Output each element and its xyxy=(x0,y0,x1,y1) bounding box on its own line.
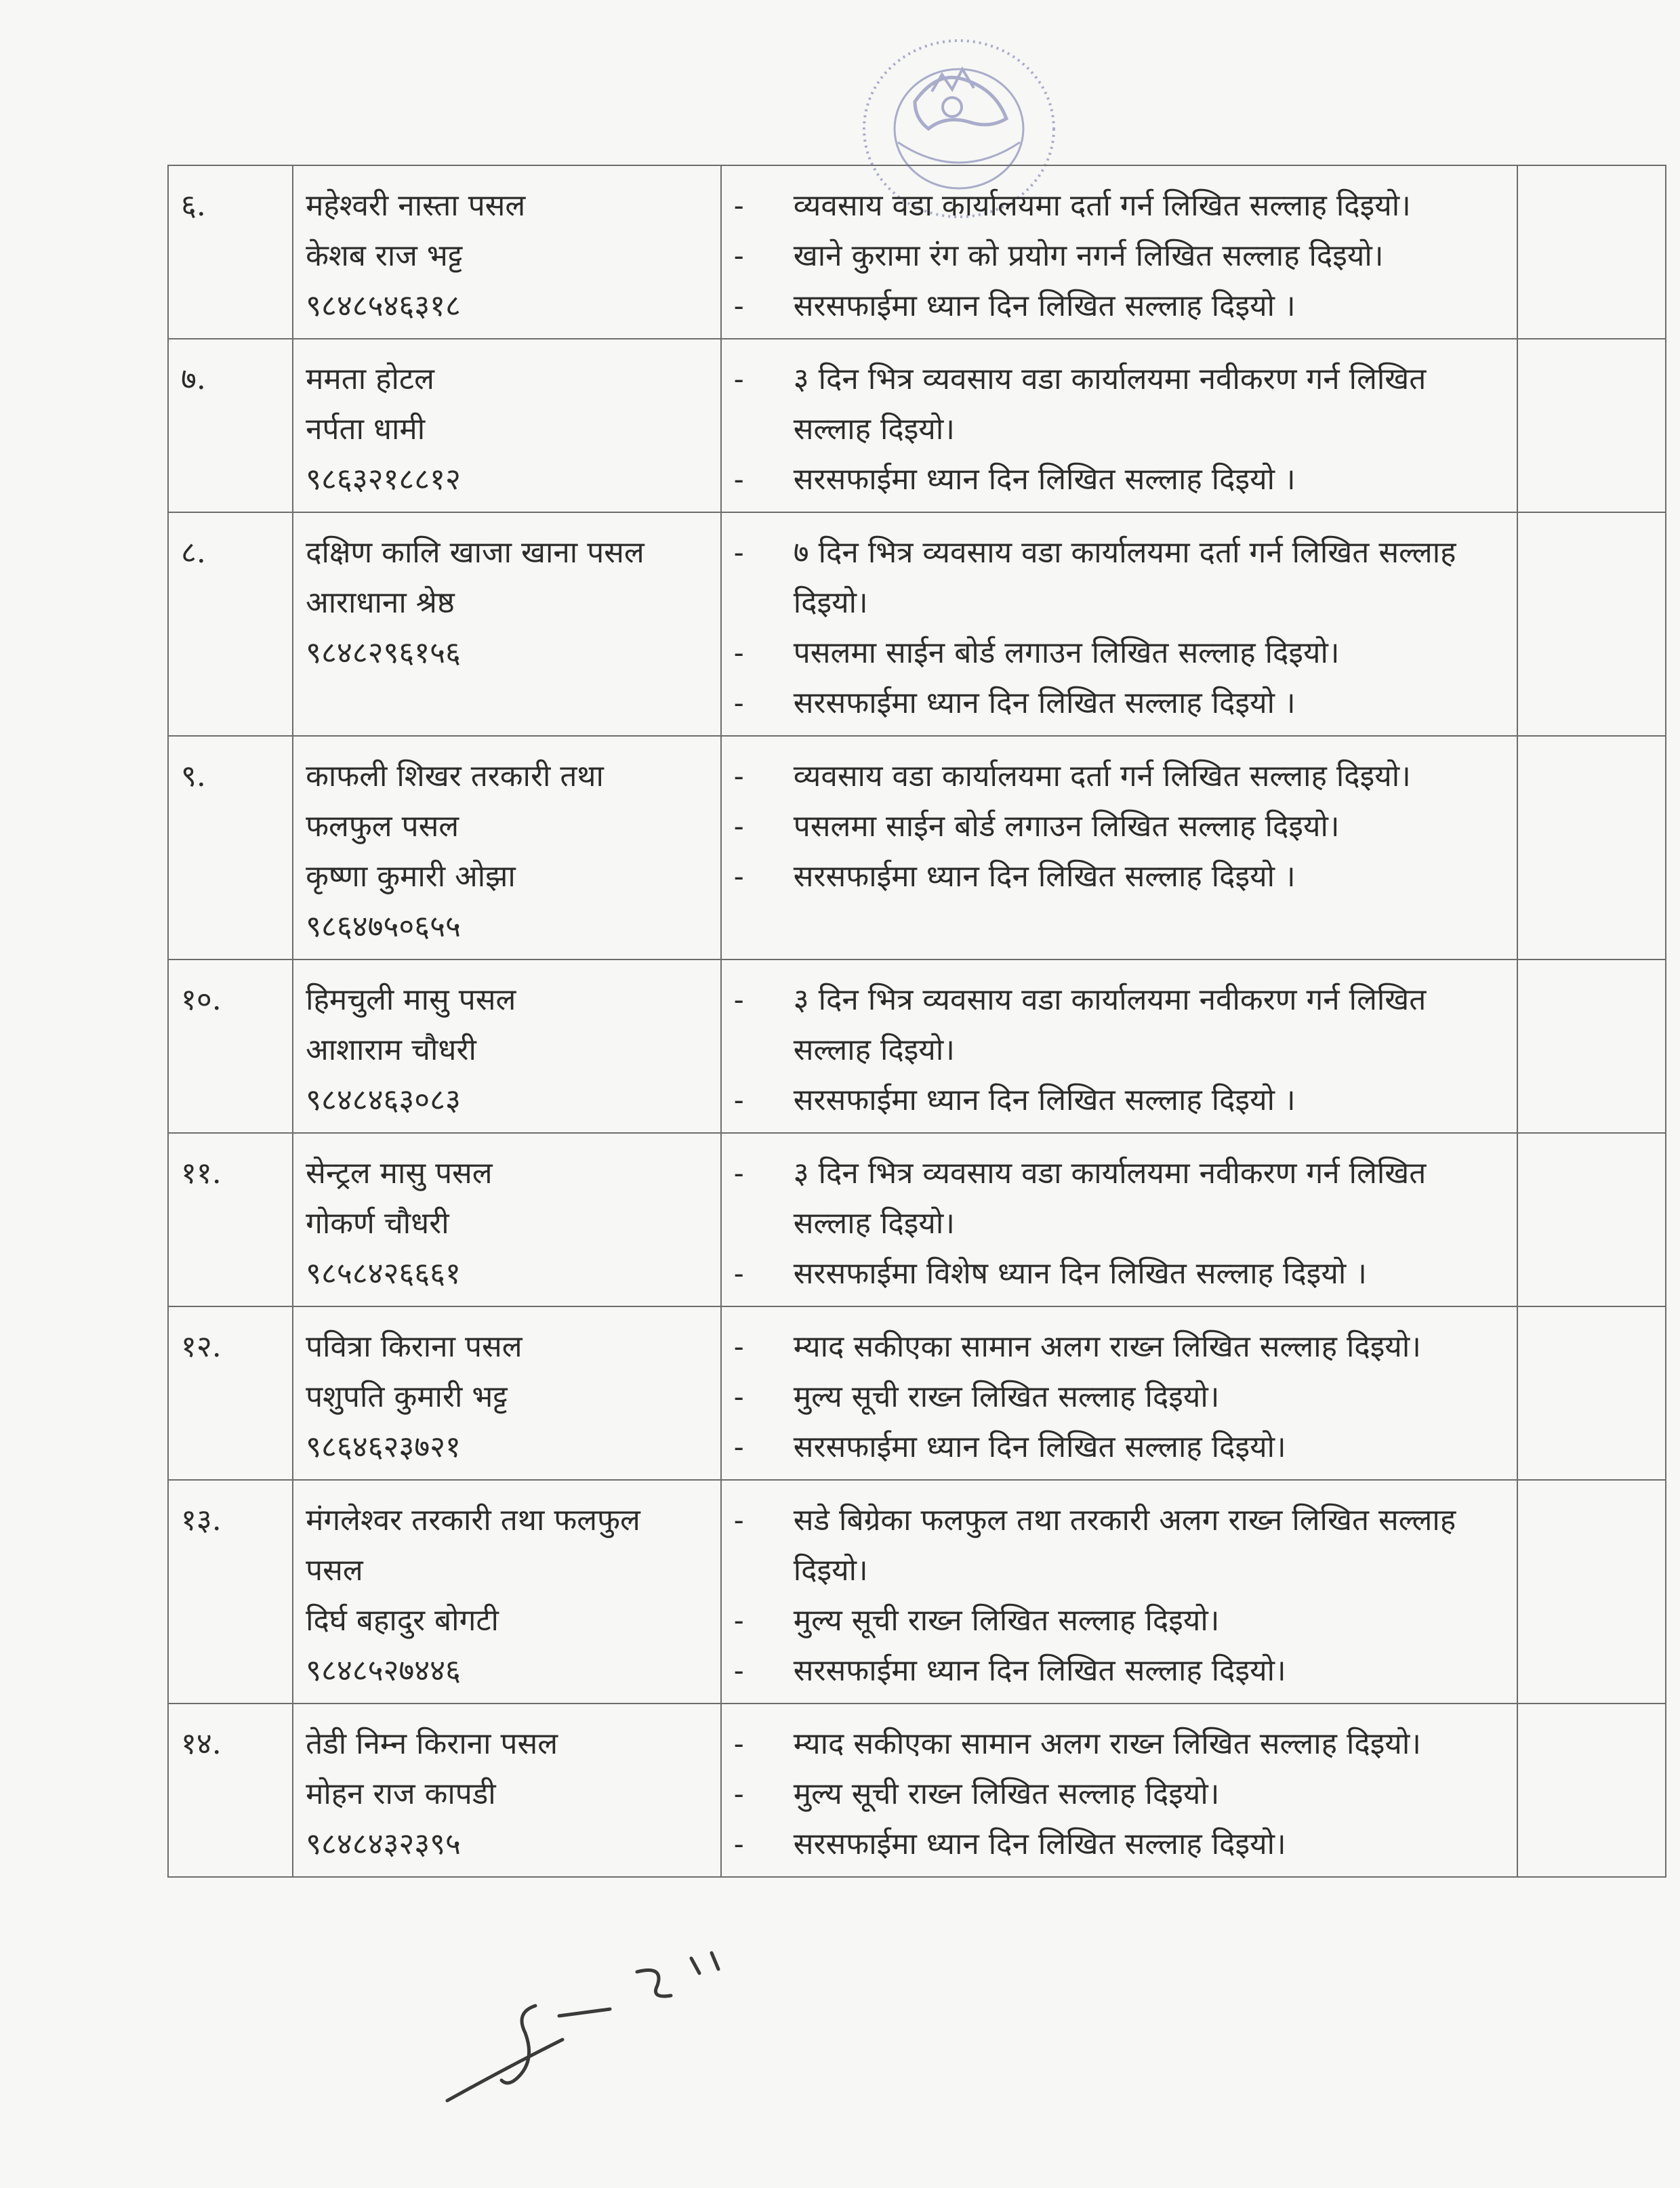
advice-list xyxy=(721,1306,1517,1480)
bullet-dash: - xyxy=(733,809,744,844)
bullet-dash: - xyxy=(733,1603,744,1638)
shop-detail-line: गोकर्ण चौधरी xyxy=(306,1206,449,1241)
advice-item xyxy=(734,528,1504,628)
bullet-dash: - xyxy=(733,1653,744,1688)
serial-number: ११. xyxy=(168,1133,293,1306)
table-row xyxy=(168,736,1666,959)
serial-number: १०. xyxy=(168,959,293,1133)
serial-number: १२. xyxy=(168,1306,293,1480)
advice-item xyxy=(734,751,1504,802)
table-row xyxy=(168,1480,1666,1704)
shop-detail-line: काफली शिखर तरकारी तथा xyxy=(306,759,604,793)
advice-list xyxy=(721,165,1517,339)
remarks-cell xyxy=(1517,1704,1666,1877)
advice-list xyxy=(721,736,1517,959)
bullet-dash: - xyxy=(733,362,744,396)
shop-detail-line: कृष्णा कुमारी ओझा xyxy=(306,859,516,894)
shop-detail-line: हिमचुली मासु पसल xyxy=(306,983,516,1017)
remarks-cell xyxy=(1517,165,1666,339)
shop-details xyxy=(293,512,721,736)
advice-text: व्यवसाय वडा कार्यालयमा दर्ता गर्न लिखित सल्लाह दिइयो। xyxy=(793,188,1411,223)
advice-text: सरसफाईमा ध्यान दिन लिखित सल्लाह दिइयो । xyxy=(793,859,1296,894)
advice-text: सरसफाईमा ध्यान दिन लिखित सल्लाह दिइयो । xyxy=(793,289,1296,323)
serial-number: ८. xyxy=(168,512,293,736)
advice-item xyxy=(734,678,1504,728)
serial-number: १३. xyxy=(168,1480,293,1704)
shop-details xyxy=(293,1133,721,1306)
advice-item xyxy=(734,1819,1504,1870)
advice-item xyxy=(734,1372,1504,1422)
table-row xyxy=(168,1133,1666,1306)
shop-details xyxy=(293,736,721,959)
advice-item xyxy=(734,455,1504,505)
shop-details xyxy=(293,1704,721,1877)
bullet-dash: - xyxy=(733,1329,744,1364)
shop-detail-line: तेडी निम्न किराना पसल xyxy=(306,1727,558,1761)
bullet-dash: - xyxy=(733,1256,744,1291)
advice-item xyxy=(734,628,1504,678)
advice-text: ७ दिन भित्र व्यवसाय वडा कार्यालयमा दर्ता गर्न लिखित सल्लाह दिइयो। xyxy=(793,535,1456,620)
shop-detail-line: पशुपति कुमारी भट्ट xyxy=(306,1380,508,1414)
shop-detail-line: पसल xyxy=(306,1553,363,1588)
advice-item xyxy=(734,181,1504,231)
advice-list xyxy=(721,512,1517,736)
shop-detail-line: केशब राज भट्ट xyxy=(306,239,463,273)
serial-number: ९. xyxy=(168,736,293,959)
advice-text: सडे बिग्रेका फलफुल तथा तरकारी अलग राख्न लिखित सल्लाह दिइयो। xyxy=(793,1503,1456,1588)
advice-text: म्याद सकीएका सामान अलग राख्न लिखित सल्लाह दिइयो। xyxy=(793,1727,1421,1761)
advice-list xyxy=(721,1133,1517,1306)
bullet-dash: - xyxy=(733,859,744,894)
table-row xyxy=(168,1704,1666,1877)
shop-detail-line: मंगलेश्वर तरकारी तथा फलफुल xyxy=(306,1503,640,1537)
shop-details xyxy=(293,339,721,512)
bullet-dash: - xyxy=(733,686,744,720)
remarks-cell xyxy=(1517,1133,1666,1306)
advice-text: पसलमा साईन बोर्ड लगाउन लिखित सल्लाह दिइयो। xyxy=(793,809,1340,844)
shop-detail-line: महेश्वरी नास्ता पसल xyxy=(306,188,526,223)
advice-item xyxy=(734,1149,1504,1249)
advice-text: खाने कुरामा रंग को प्रयोग नगर्न लिखित सल्लाह दिइयो। xyxy=(793,239,1384,273)
advice-text: मुल्य सूची राख्न लिखित सल्लाह दिइयो। xyxy=(793,1380,1220,1414)
bullet-dash: - xyxy=(733,535,744,570)
remarks-cell xyxy=(1517,339,1666,512)
advice-text: पसलमा साईन बोर्ड लगाउन लिखित सल्लाह दिइयो। xyxy=(793,636,1340,670)
bullet-dash: - xyxy=(733,188,744,223)
shop-detail-line: ९८६४६२३७२१ xyxy=(306,1430,461,1464)
advice-list xyxy=(721,1480,1517,1704)
serial-number: ६. xyxy=(168,165,293,339)
signature-icon xyxy=(434,1931,786,2107)
bullet-dash: - xyxy=(733,1430,744,1464)
advice-text: मुल्य सूची राख्न लिखित सल्लाह दिइयो। xyxy=(793,1603,1220,1638)
bullet-dash: - xyxy=(733,1380,744,1414)
advice-list xyxy=(721,959,1517,1133)
remarks-cell xyxy=(1517,1480,1666,1704)
shop-detail-line: ममता होटल xyxy=(306,362,434,396)
advice-list xyxy=(721,1704,1517,1877)
remarks-cell xyxy=(1517,1306,1666,1480)
advice-item xyxy=(734,1596,1504,1646)
shop-details xyxy=(293,1480,721,1704)
shop-detail-line: ९८६३२१८८१२ xyxy=(306,462,461,497)
advice-item xyxy=(734,1719,1504,1769)
bullet-dash: - xyxy=(733,1156,744,1191)
shop-detail-line: ९८४८४६३०८३ xyxy=(306,1083,461,1117)
bullet-dash: - xyxy=(733,1503,744,1537)
advice-item xyxy=(734,1075,1504,1126)
advice-item xyxy=(734,354,1504,455)
advice-text: सरसफाईमा ध्यान दिन लिखित सल्लाह दिइयो । xyxy=(793,1083,1296,1117)
advice-text: सरसफाईमा ध्यान दिन लिखित सल्लाह दिइयो । xyxy=(793,462,1296,497)
advice-item xyxy=(734,852,1504,902)
advice-text: सरसफाईमा ध्यान दिन लिखित सल्लाह दिइयो। xyxy=(793,1430,1286,1464)
advice-text: सरसफाईमा ध्यान दिन लिखित सल्लाह दिइयो । xyxy=(793,686,1296,720)
shop-detail-line: आशाराम चौधरी xyxy=(306,1033,476,1067)
shop-details xyxy=(293,165,721,339)
bullet-dash: - xyxy=(733,636,744,670)
remarks-cell xyxy=(1517,959,1666,1133)
bullet-dash: - xyxy=(733,1083,744,1117)
shop-detail-line: आराधाना श्रेष्ठ xyxy=(306,585,455,620)
bullet-dash: - xyxy=(733,239,744,273)
table-row xyxy=(168,339,1666,512)
shop-detail-line: सेन्ट्रल मासु पसल xyxy=(306,1156,493,1191)
bullet-dash: - xyxy=(733,462,744,497)
table-row xyxy=(168,512,1666,736)
advice-text: सरसफाईमा ध्यान दिन लिखित सल्लाह दिइयो। xyxy=(793,1653,1286,1688)
shop-detail-line: ९८५८४२६६६१ xyxy=(306,1256,461,1291)
advice-text: म्याद सकीएका सामान अलग राख्न लिखित सल्लाह दिइयो। xyxy=(793,1329,1421,1364)
shop-detail-line: नर्पता धामी xyxy=(306,412,426,447)
bullet-dash: - xyxy=(733,289,744,323)
shop-detail-line: ९८४८५४६३१८ xyxy=(306,289,461,323)
advice-item xyxy=(734,802,1504,852)
advice-item xyxy=(734,281,1504,331)
advice-item xyxy=(734,231,1504,281)
advice-text: सरसफाईमा ध्यान दिन लिखित सल्लाह दिइयो। xyxy=(793,1827,1286,1861)
inspection-table xyxy=(167,165,1666,1878)
advice-text: सरसफाईमा विशेष ध्यान दिन लिखित सल्लाह दिइयो । xyxy=(793,1256,1367,1291)
shop-detail-line: फलफुल पसल xyxy=(306,809,459,844)
shop-details xyxy=(293,1306,721,1480)
bullet-dash: - xyxy=(733,983,744,1017)
bullet-dash: - xyxy=(733,1727,744,1761)
advice-text: ३ दिन भित्र व्यवसाय वडा कार्यालयमा नवीकरण गर्न लिखित सल्लाह दिइयो। xyxy=(793,1156,1427,1241)
advice-text: ३ दिन भित्र व्यवसाय वडा कार्यालयमा नवीकरण गर्न लिखित सल्लाह दिइयो। xyxy=(793,983,1427,1067)
advice-item xyxy=(734,1249,1504,1299)
advice-text: ३ दिन भित्र व्यवसाय वडा कार्यालयमा नवीकरण गर्न लिखित सल्लाह दिइयो। xyxy=(793,362,1427,447)
shop-detail-line: मोहन राज कापडी xyxy=(306,1777,496,1811)
remarks-cell xyxy=(1517,736,1666,959)
advice-text: मुल्य सूची राख्न लिखित सल्लाह दिइयो। xyxy=(793,1777,1220,1811)
shop-detail-line: दक्षिण कालि खाजा खाना पसल xyxy=(306,535,644,570)
shop-detail-line: ९८४८४३२३९५ xyxy=(306,1827,461,1861)
shop-detail-line: पवित्रा किराना पसल xyxy=(306,1329,523,1364)
advice-item xyxy=(734,1495,1504,1596)
serial-number: ७. xyxy=(168,339,293,512)
advice-item xyxy=(734,1322,1504,1372)
advice-item xyxy=(734,1646,1504,1696)
table-row xyxy=(168,165,1666,339)
shop-details xyxy=(293,959,721,1133)
shop-detail-line: ९८४८२९६१५६ xyxy=(306,636,461,670)
bullet-dash: - xyxy=(733,1827,744,1861)
shop-detail-line: दिर्घ बहादुर बोगटी xyxy=(306,1603,499,1638)
table-row xyxy=(168,959,1666,1133)
shop-detail-line: ९८६४७५०६५५ xyxy=(306,909,461,944)
serial-number: १४. xyxy=(168,1704,293,1877)
table-row xyxy=(168,1306,1666,1480)
bullet-dash: - xyxy=(733,759,744,793)
advice-text: व्यवसाय वडा कार्यालयमा दर्ता गर्न लिखित सल्लाह दिइयो। xyxy=(793,759,1411,793)
advice-item xyxy=(734,1769,1504,1819)
bullet-dash: - xyxy=(733,1777,744,1811)
advice-list xyxy=(721,339,1517,512)
advice-item xyxy=(734,975,1504,1075)
shop-detail-line: ९८४८५२७४४६ xyxy=(306,1653,461,1688)
remarks-cell xyxy=(1517,512,1666,736)
advice-item xyxy=(734,1422,1504,1472)
